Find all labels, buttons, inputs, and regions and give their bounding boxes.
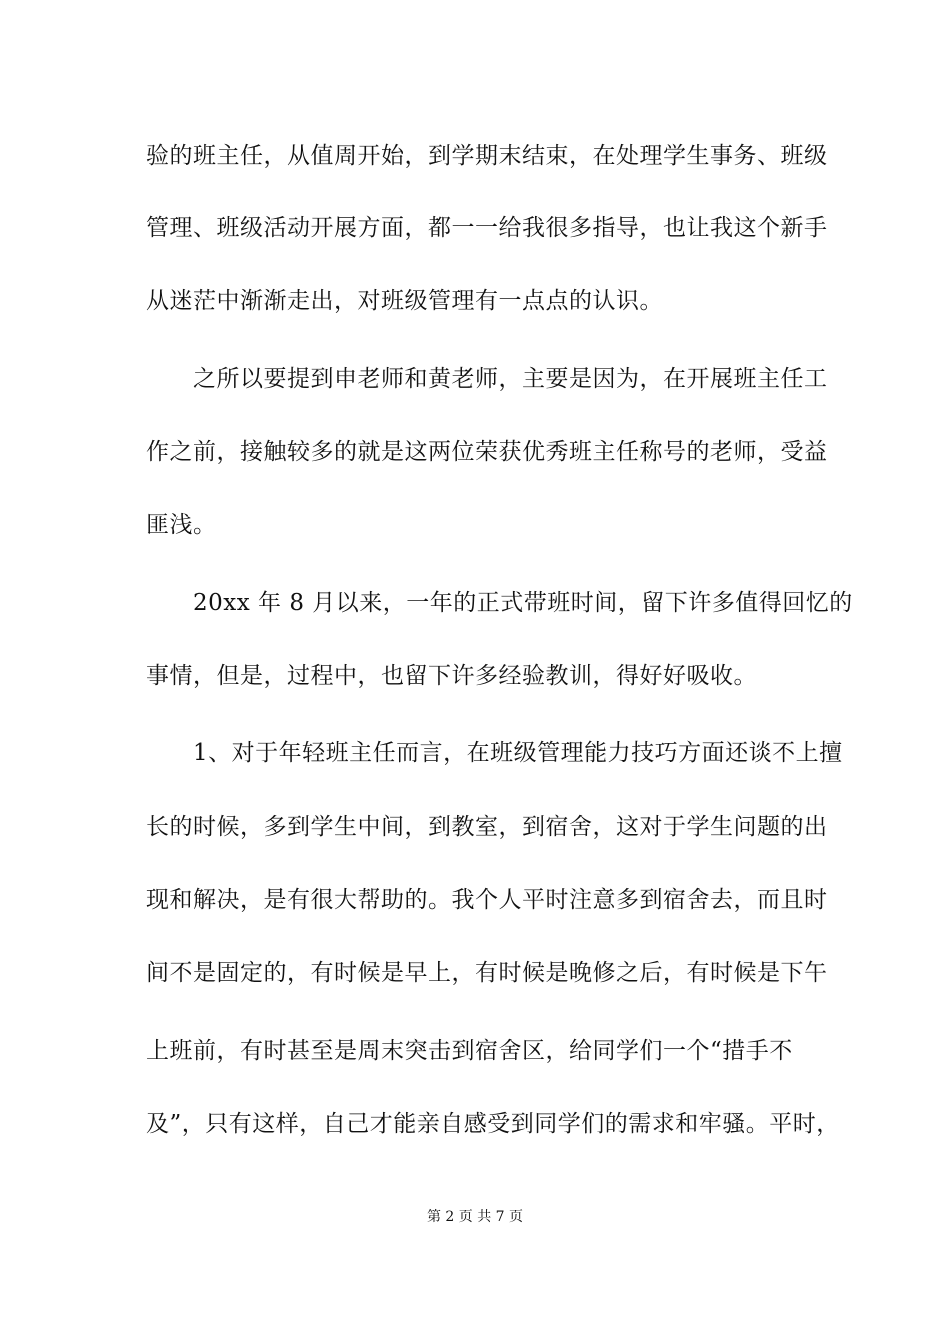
text-line: 之所以要提到申老师和黄老师，主要是因为，在开展班主任工 bbox=[146, 366, 828, 392]
text-line: 从迷茫中渐渐走出，对班级管理有一点点的认识。 bbox=[146, 288, 663, 314]
text-line: 及”，只有这样，自己才能亲自感受到同学们的需求和牢骚。平时， bbox=[146, 1111, 840, 1137]
text-line: 上班前，有时甚至是周末突击到宿舍区，给同学们一个“措手不 bbox=[146, 1038, 793, 1064]
text-line: 匪浅。 bbox=[146, 512, 217, 538]
text-line: 管理、班级活动开展方面，都一一给我很多指导，也让我这个新手 bbox=[146, 215, 828, 241]
page-footer bbox=[0, 1208, 950, 1226]
text-line: 事情，但是，过程中，也留下许多经验教训，得好好吸收。 bbox=[146, 663, 757, 689]
page-number: 第 2 页 共 7 页 bbox=[426, 1209, 524, 1225]
text-line: 验的班主任，从值周开始，到学期末结束，在处理学生事务、班级 bbox=[146, 143, 828, 169]
text-line: 作之前，接触较多的就是这两位荣获优秀班主任称号的老师，受益 bbox=[146, 439, 828, 465]
text-line: 长的时候，多到学生中间，到教室，到宿舍，这对于学生问题的出 bbox=[146, 814, 828, 840]
text-line: 20xx 年 8 月以来，一年的正式带班时间，留下许多值得回忆的 bbox=[146, 590, 853, 616]
text-line: 1、对于年轻班主任而言，在班级管理能力技巧方面还谈不上擅 bbox=[146, 740, 843, 766]
text-line: 现和解决，是有很大帮助的。我个人平时注意多到宿舍去，而且时 bbox=[146, 887, 828, 913]
text-line: 间不是固定的，有时候是早上，有时候是晚修之后，有时候是下午 bbox=[146, 960, 828, 986]
